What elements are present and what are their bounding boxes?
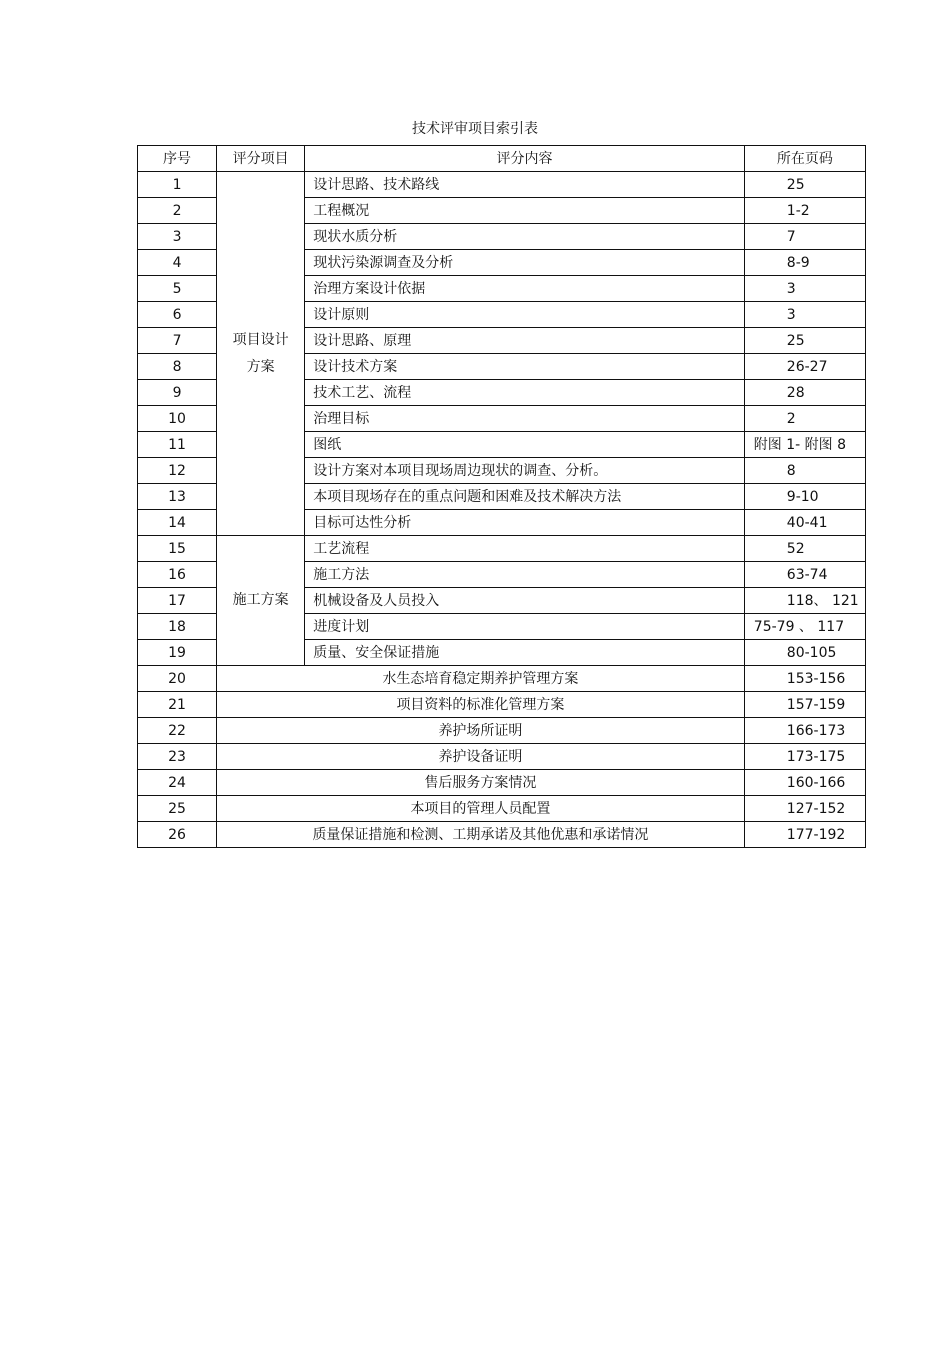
table-header-row	[138, 146, 866, 172]
row-page: 166-173	[744, 718, 865, 744]
row-no: 10	[138, 406, 217, 432]
table-row	[138, 796, 866, 822]
row-page: 26-27	[744, 354, 865, 380]
table-row	[138, 536, 866, 562]
row-content: 本项目现场存在的重点问题和困难及技术解决方法	[305, 484, 745, 510]
row-no: 24	[138, 770, 217, 796]
header-item: 评分项目	[217, 146, 305, 172]
row-page: 8-9	[744, 250, 865, 276]
row-no: 26	[138, 822, 217, 848]
row-no: 15	[138, 536, 217, 562]
row-page: 157-159	[744, 692, 865, 718]
row-content: 进度计划	[305, 614, 745, 640]
index-table	[137, 145, 866, 848]
row-content: 现状污染源调查及分析	[305, 250, 745, 276]
header-page: 所在页码	[744, 146, 865, 172]
row-content: 项目资料的标准化管理方案	[217, 692, 745, 718]
row-content: 水生态培育稳定期养护管理方案	[217, 666, 745, 692]
row-page: 8	[744, 458, 865, 484]
table-row	[138, 744, 866, 770]
row-page: 40-41	[744, 510, 865, 536]
group-label-line1: 施工方案	[232, 592, 289, 608]
row-content: 技术工艺、流程	[305, 380, 745, 406]
row-no: 2	[138, 198, 217, 224]
row-page: 177-192	[744, 822, 865, 848]
table-row	[138, 718, 866, 744]
row-content: 养护设备证明	[217, 744, 745, 770]
row-content: 目标可达性分析	[305, 510, 745, 536]
row-content: 设计思路、原理	[305, 328, 745, 354]
row-no: 17	[138, 588, 217, 614]
table-row	[138, 692, 866, 718]
row-no: 1	[138, 172, 217, 198]
row-no: 20	[138, 666, 217, 692]
row-no: 4	[138, 250, 217, 276]
row-content: 质量、安全保证措施	[305, 640, 745, 666]
group-cell-design	[217, 172, 305, 536]
row-no: 12	[138, 458, 217, 484]
row-content: 设计技术方案	[305, 354, 745, 380]
row-content: 施工方法	[305, 562, 745, 588]
row-no: 21	[138, 692, 217, 718]
row-content: 工艺流程	[305, 536, 745, 562]
table-row	[138, 770, 866, 796]
row-content: 工程概况	[305, 198, 745, 224]
row-content: 图纸	[305, 432, 745, 458]
row-page: 3	[744, 302, 865, 328]
row-content: 治理目标	[305, 406, 745, 432]
row-content: 售后服务方案情况	[217, 770, 745, 796]
row-no: 13	[138, 484, 217, 510]
row-content: 设计原则	[305, 302, 745, 328]
row-page: 附图 1- 附图 8	[744, 432, 865, 458]
group-label-line1: 项目设计	[232, 331, 289, 348]
row-page: 2	[744, 406, 865, 432]
document-title: 技术评审项目索引表	[412, 121, 538, 137]
row-page: 80-105	[744, 640, 865, 666]
table-row	[138, 666, 866, 692]
row-content: 设计思路、技术路线	[305, 172, 745, 198]
row-page: 3	[744, 276, 865, 302]
row-page: 25	[744, 172, 865, 198]
row-page: 9-10	[744, 484, 865, 510]
row-page: 25	[744, 328, 865, 354]
header-content: 评分内容	[305, 146, 745, 172]
row-no: 3	[138, 224, 217, 250]
row-content: 质量保证措施和检测、工期承诺及其他优惠和承诺情况	[217, 822, 745, 848]
row-page: 28	[744, 380, 865, 406]
row-no: 16	[138, 562, 217, 588]
row-no: 23	[138, 744, 217, 770]
row-page: 127-152	[744, 796, 865, 822]
row-no: 11	[138, 432, 217, 458]
row-no: 19	[138, 640, 217, 666]
row-no: 7	[138, 328, 217, 354]
row-no: 14	[138, 510, 217, 536]
row-content: 机械设备及人员投入	[305, 588, 745, 614]
row-content: 设计方案对本项目现场周边现状的调查、分析。	[305, 458, 745, 484]
row-page: 75-79 、 117	[744, 614, 865, 640]
group-label-line2: 方案	[246, 358, 275, 375]
row-content: 养护场所证明	[217, 718, 745, 744]
row-no: 18	[138, 614, 217, 640]
row-content: 治理方案设计依据	[305, 276, 745, 302]
row-page: 63-74	[744, 562, 865, 588]
row-no: 6	[138, 302, 217, 328]
row-no: 9	[138, 380, 217, 406]
row-content: 本项目的管理人员配置	[217, 796, 745, 822]
row-page: 153-156	[744, 666, 865, 692]
row-no: 5	[138, 276, 217, 302]
row-no: 8	[138, 354, 217, 380]
table-row	[138, 822, 866, 848]
row-page: 52	[744, 536, 865, 562]
row-page: 173-175	[744, 744, 865, 770]
row-page: 160-166	[744, 770, 865, 796]
row-page: 7	[744, 224, 865, 250]
row-page: 118、 121	[744, 588, 865, 614]
table-row	[138, 172, 866, 198]
row-page: 1-2	[744, 198, 865, 224]
row-no: 25	[138, 796, 217, 822]
header-no: 序号	[138, 146, 217, 172]
row-no: 22	[138, 718, 217, 744]
row-content: 现状水质分析	[305, 224, 745, 250]
group-cell-construction	[217, 536, 305, 666]
